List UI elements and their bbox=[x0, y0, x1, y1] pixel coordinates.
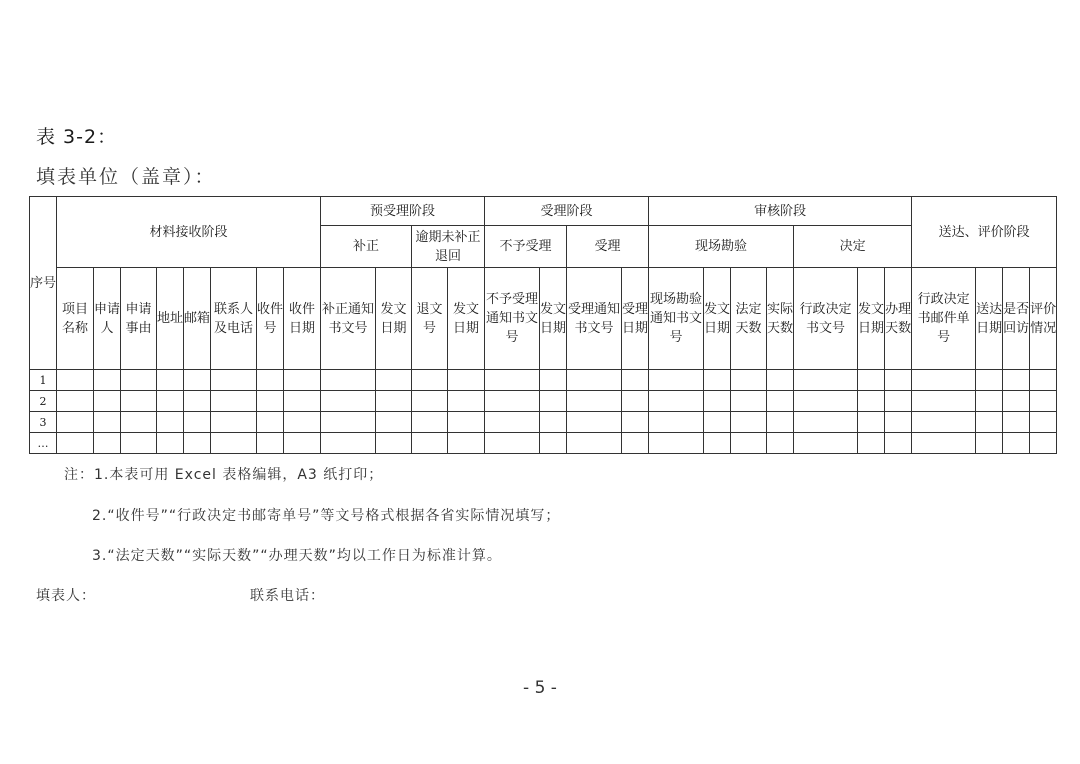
table-cell[interactable] bbox=[157, 391, 184, 412]
table-cell[interactable] bbox=[794, 433, 858, 454]
table-cell[interactable] bbox=[540, 391, 567, 412]
table-cell[interactable] bbox=[121, 412, 157, 433]
table-cell[interactable] bbox=[976, 412, 1003, 433]
table-cell[interactable] bbox=[731, 370, 767, 391]
column-header: 受理日期 bbox=[622, 268, 649, 370]
table-cell[interactable] bbox=[184, 391, 211, 412]
table-cell[interactable] bbox=[704, 412, 731, 433]
table-cell[interactable] bbox=[1003, 391, 1030, 412]
table-row bbox=[30, 391, 1057, 412]
column-header: 受理通知书文号 bbox=[567, 268, 622, 370]
note-line: 3.“法定天数”“实际天数”“办理天数”均以工作日为标准计算。 bbox=[92, 548, 502, 564]
table-cell[interactable] bbox=[976, 370, 1003, 391]
table-cell[interactable] bbox=[858, 433, 885, 454]
table-cell[interactable] bbox=[1030, 433, 1057, 454]
phone-label: 联系电话： bbox=[250, 588, 325, 604]
table-cell[interactable] bbox=[376, 391, 412, 412]
table-cell[interactable] bbox=[912, 433, 976, 454]
table-cell[interactable] bbox=[567, 433, 622, 454]
table-cell[interactable] bbox=[794, 370, 858, 391]
table-cell[interactable] bbox=[858, 370, 885, 391]
stage-material-header: 材料接收阶段 bbox=[57, 197, 321, 268]
table-cell[interactable] bbox=[284, 433, 321, 454]
table-cell[interactable] bbox=[540, 412, 567, 433]
table-cell[interactable] bbox=[157, 412, 184, 433]
table-cell[interactable] bbox=[858, 391, 885, 412]
table-cell[interactable] bbox=[976, 391, 1003, 412]
table-cell[interactable] bbox=[184, 370, 211, 391]
substage-correction-header: 补正 bbox=[321, 226, 412, 268]
table-cell[interactable] bbox=[731, 433, 767, 454]
table-cell[interactable] bbox=[121, 391, 157, 412]
table-cell[interactable] bbox=[1030, 412, 1057, 433]
table-cell[interactable] bbox=[257, 370, 284, 391]
substage-overdue-header: 逾期未补正退回 bbox=[412, 226, 485, 268]
stage-review-header: 审核阶段 bbox=[649, 197, 912, 226]
table-cell[interactable] bbox=[57, 391, 94, 412]
table-cell[interactable] bbox=[412, 391, 448, 412]
table-cell[interactable] bbox=[412, 370, 448, 391]
table-cell[interactable] bbox=[1030, 391, 1057, 412]
column-header: 补正通知书文号 bbox=[321, 268, 376, 370]
column-header: 实际天数 bbox=[767, 268, 794, 370]
table-cell[interactable] bbox=[485, 391, 540, 412]
column-header: 是否回访 bbox=[1003, 268, 1030, 370]
table-cell[interactable] bbox=[485, 412, 540, 433]
table-cell[interactable] bbox=[94, 433, 121, 454]
column-header: 邮箱 bbox=[184, 268, 211, 370]
column-header: 行政决定书文号 bbox=[794, 268, 858, 370]
column-header: 办理天数 bbox=[885, 268, 912, 370]
table-cell[interactable] bbox=[704, 433, 731, 454]
table-cell[interactable] bbox=[1003, 433, 1030, 454]
table-cell[interactable] bbox=[858, 412, 885, 433]
column-header: 项目名称 bbox=[57, 268, 94, 370]
stage-pre-header: 预受理阶段 bbox=[321, 197, 485, 226]
table-cell[interactable] bbox=[885, 433, 912, 454]
column-header: 退文号 bbox=[412, 268, 448, 370]
table-cell[interactable] bbox=[731, 391, 767, 412]
page-number: - 5 - bbox=[523, 678, 557, 698]
stage-record-table bbox=[29, 196, 1057, 454]
table-cell[interactable] bbox=[321, 412, 376, 433]
table-cell[interactable] bbox=[1030, 370, 1057, 391]
table-cell[interactable] bbox=[157, 370, 184, 391]
table-cell[interactable] bbox=[649, 412, 704, 433]
column-header: 联系人及电话 bbox=[211, 268, 257, 370]
table-cell[interactable] bbox=[912, 370, 976, 391]
column-header: 申请人 bbox=[94, 268, 121, 370]
table-cell[interactable] bbox=[885, 412, 912, 433]
table-cell[interactable] bbox=[57, 370, 94, 391]
table-cell[interactable] bbox=[1003, 370, 1030, 391]
table-cell[interactable] bbox=[767, 433, 794, 454]
table-cell[interactable] bbox=[257, 391, 284, 412]
column-header: 发文日期 bbox=[376, 268, 412, 370]
table-cell[interactable] bbox=[767, 412, 794, 433]
table-cell[interactable] bbox=[649, 370, 704, 391]
substage-reject-header: 不予受理 bbox=[485, 226, 567, 268]
column-header: 发文日期 bbox=[448, 268, 485, 370]
table-cell[interactable] bbox=[485, 433, 540, 454]
table-cell[interactable] bbox=[622, 433, 649, 454]
table-cell[interactable] bbox=[157, 433, 184, 454]
table-cell[interactable] bbox=[257, 412, 284, 433]
table-cell[interactable] bbox=[885, 391, 912, 412]
table-cell[interactable] bbox=[622, 391, 649, 412]
table-cell[interactable] bbox=[567, 370, 622, 391]
column-header: 法定天数 bbox=[731, 268, 767, 370]
column-header: 发文日期 bbox=[704, 268, 731, 370]
column-header: 申请事由 bbox=[121, 268, 157, 370]
table-cell[interactable] bbox=[767, 370, 794, 391]
row-number: … bbox=[30, 433, 57, 454]
column-header: 地址 bbox=[157, 268, 184, 370]
table-cell[interactable] bbox=[321, 370, 376, 391]
substage-inspection-header: 现场勘验 bbox=[649, 226, 794, 268]
substage-accept-header: 受理 bbox=[567, 226, 649, 268]
stage-accept-header: 受理阶段 bbox=[485, 197, 649, 226]
table-cell[interactable] bbox=[794, 412, 858, 433]
table-cell[interactable] bbox=[94, 412, 121, 433]
column-header: 收件号 bbox=[257, 268, 284, 370]
substage-decision-header: 决定 bbox=[794, 226, 912, 268]
table-cell[interactable] bbox=[448, 433, 485, 454]
table-cell[interactable] bbox=[448, 412, 485, 433]
table-cell[interactable] bbox=[57, 433, 94, 454]
row-number: 2 bbox=[30, 391, 57, 412]
row-number: 1 bbox=[30, 370, 57, 391]
table-cell[interactable] bbox=[448, 370, 485, 391]
table-cell[interactable] bbox=[622, 412, 649, 433]
table-cell[interactable] bbox=[412, 412, 448, 433]
table-cell[interactable] bbox=[57, 412, 94, 433]
table-cell[interactable] bbox=[284, 391, 321, 412]
table-cell[interactable] bbox=[284, 412, 321, 433]
table-row bbox=[30, 370, 1057, 391]
table-cell[interactable] bbox=[885, 370, 912, 391]
table-cell[interactable] bbox=[912, 412, 976, 433]
stage-deliver-header: 送达、评价阶段 bbox=[912, 197, 1057, 268]
table-cell[interactable] bbox=[376, 370, 412, 391]
seq-header: 序号 bbox=[30, 197, 57, 370]
table-cell[interactable] bbox=[211, 391, 257, 412]
table-cell[interactable] bbox=[567, 412, 622, 433]
table-cell[interactable] bbox=[704, 391, 731, 412]
column-header: 评价情况 bbox=[1030, 268, 1057, 370]
note-line: 2.“收件号”“行政决定书邮寄单号”等文号格式根据各省实际情况填写； bbox=[92, 508, 561, 524]
column-header: 行政决定书邮件单号 bbox=[912, 268, 976, 370]
table-cell[interactable] bbox=[912, 391, 976, 412]
table-cell[interactable] bbox=[794, 391, 858, 412]
table-cell[interactable] bbox=[121, 433, 157, 454]
table-cell[interactable] bbox=[540, 370, 567, 391]
table-cell[interactable] bbox=[184, 433, 211, 454]
table-cell[interactable] bbox=[412, 433, 448, 454]
table-caption: 表 3-2： bbox=[36, 126, 118, 148]
table-cell[interactable] bbox=[767, 391, 794, 412]
table-cell[interactable] bbox=[485, 370, 540, 391]
table-cell[interactable] bbox=[211, 433, 257, 454]
table-cell[interactable] bbox=[321, 391, 376, 412]
filling-unit-label: 填表单位（盖章）： bbox=[36, 166, 216, 188]
table-cell[interactable] bbox=[731, 412, 767, 433]
row-number: 3 bbox=[30, 412, 57, 433]
table-cell[interactable] bbox=[184, 412, 211, 433]
table-cell[interactable] bbox=[622, 370, 649, 391]
filler-label: 填表人： bbox=[36, 588, 96, 604]
table-cell[interactable] bbox=[976, 433, 1003, 454]
column-header: 现场勘验通知书文号 bbox=[649, 268, 704, 370]
table-cell[interactable] bbox=[540, 433, 567, 454]
table-cell[interactable] bbox=[94, 370, 121, 391]
table-cell[interactable] bbox=[121, 370, 157, 391]
table-cell[interactable] bbox=[376, 412, 412, 433]
table-cell[interactable] bbox=[321, 433, 376, 454]
table-cell[interactable] bbox=[284, 370, 321, 391]
table-cell[interactable] bbox=[94, 391, 121, 412]
table-cell[interactable] bbox=[649, 433, 704, 454]
table-cell[interactable] bbox=[1003, 412, 1030, 433]
table-row bbox=[30, 412, 1057, 433]
table-cell[interactable] bbox=[567, 391, 622, 412]
table-cell[interactable] bbox=[704, 370, 731, 391]
column-header: 收件日期 bbox=[284, 268, 321, 370]
column-header: 发文日期 bbox=[858, 268, 885, 370]
note-line: 注：1.本表可用 Excel 表格编辑，A3 纸打印； bbox=[64, 467, 384, 483]
column-header: 发文日期 bbox=[540, 268, 567, 370]
table-cell[interactable] bbox=[211, 412, 257, 433]
table-cell[interactable] bbox=[211, 370, 257, 391]
table-row bbox=[30, 433, 1057, 454]
table-cell[interactable] bbox=[376, 433, 412, 454]
table-cell[interactable] bbox=[649, 391, 704, 412]
column-header: 送达日期 bbox=[976, 268, 1003, 370]
column-header: 不予受理通知书文号 bbox=[485, 268, 540, 370]
table-cell[interactable] bbox=[448, 391, 485, 412]
table-cell[interactable] bbox=[257, 433, 284, 454]
